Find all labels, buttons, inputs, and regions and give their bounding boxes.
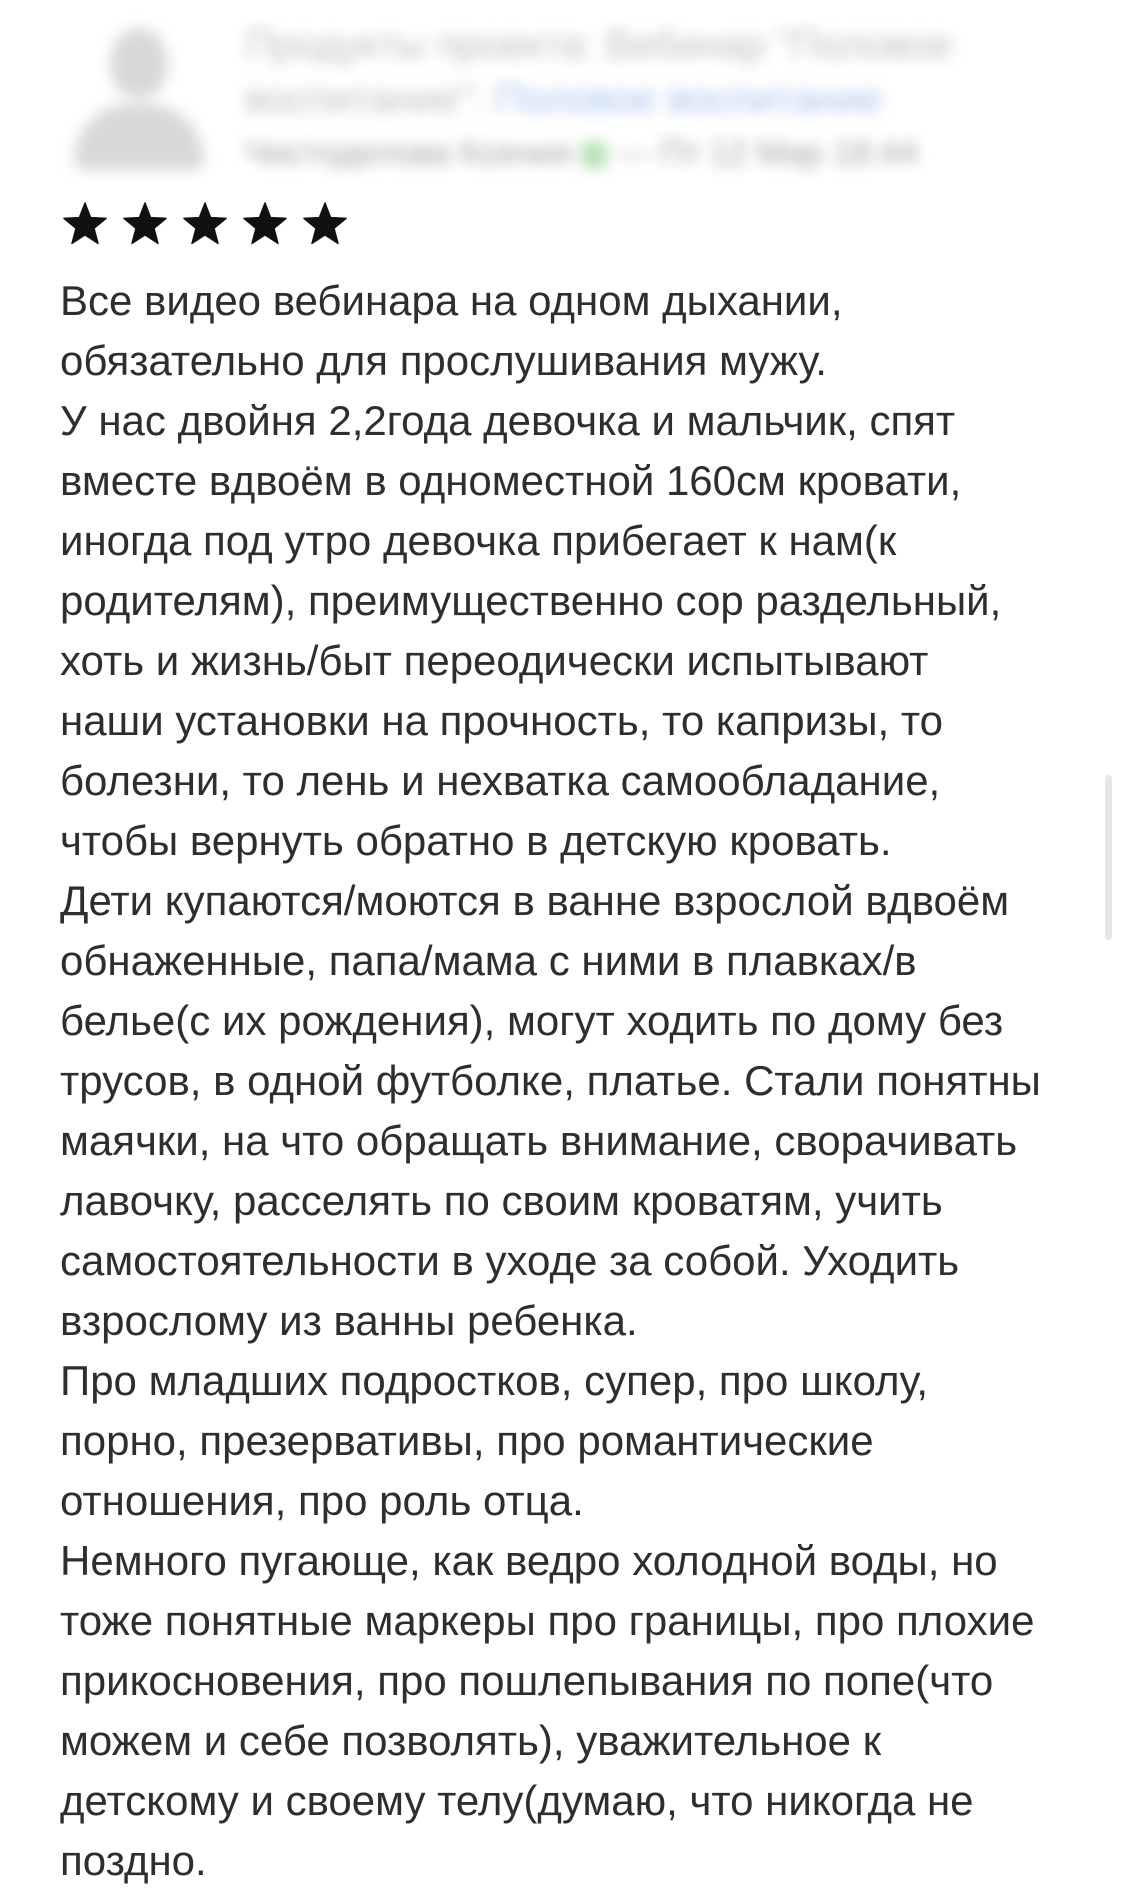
review-text-line: лавочку, расселять по своим кроватям, учить [60, 1177, 943, 1224]
review-text-line: трусов, в одной футболке, платье. Стали понятны [60, 1057, 1041, 1104]
review-text-line: обязательно для прослушивания мужу. [60, 337, 827, 384]
author-name[interactable]: Чистоделова Ксения [245, 134, 572, 172]
scrollbar[interactable] [1105, 775, 1112, 940]
review-meta [245, 126, 1025, 180]
review-text-line: взрослому из ванны ребенка. [60, 1297, 638, 1344]
review-text-line: наши установки на прочность, то капризы, то [60, 697, 943, 744]
review-text-line: Дети купаются/моются в ванне взрослой вдвоём [60, 877, 1010, 924]
review-text-line: самостоятельности в уходе за собой. Уходить [60, 1237, 960, 1284]
review-text-line: отношения, про роль отца. [60, 1477, 584, 1524]
rating-stars [62, 201, 348, 251]
avatar[interactable] [68, 24, 208, 174]
star-icon [62, 201, 108, 247]
review-text-line: родителям), преимущественно сор раздельный, [60, 577, 1002, 624]
review-text-line: болезни, то лень и нехватка самообладание, [60, 757, 941, 804]
product-title-line2: воспитание": [245, 77, 485, 121]
star-icon [122, 201, 168, 247]
review-text-line: порно, презервативы, про романтические [60, 1417, 874, 1464]
review-text-line: детскому и своему телу(думаю, что никогда не [60, 1777, 974, 1824]
review-header-blurred [60, 18, 1020, 188]
review-text [60, 271, 1060, 1891]
review-text-line: Немного пугающе, как ведро холодной воды, но [60, 1537, 998, 1584]
review-text-line: чтобы вернуть обратно в детскую кровать. [60, 817, 892, 864]
review-text-line: маячки, на что обращать внимание, сворачивать [60, 1117, 1018, 1164]
star-icon [302, 201, 348, 247]
review-text-line: Про младших подростков, супер, про школу, [60, 1357, 929, 1404]
product-link[interactable]: Половое воспитание [495, 77, 882, 121]
star-icon [242, 201, 288, 247]
review-text-line: вместе вдвоём в одноместной 160см кровати, [60, 457, 962, 504]
product-title: Продукты проекта: Вебинар "Половое [245, 23, 953, 67]
review-text-line: Все видео вебинара на одном дыхании, [60, 277, 843, 324]
review-text-line: прикосновения, про пошлепывания по попе(что [60, 1657, 994, 1704]
review-text-line: можем и себе позволять), уважительное к [60, 1717, 882, 1764]
avatar-body-shape [74, 104, 204, 170]
review-text-line: поздно. [60, 1837, 207, 1884]
review-text-line: У нас двойня 2,2года девочка и мальчик, спят [60, 397, 956, 444]
review-header-text [245, 18, 1025, 180]
review-date: — Пт 12 Мар 18:44 [616, 134, 918, 172]
review-text-line: хоть и жизнь/быт переодически испытывают [60, 637, 929, 684]
review-text-line: иногда под утро девочка прибегает к нам(к [60, 517, 897, 564]
star-icon [182, 201, 228, 247]
verified-icon [581, 142, 607, 168]
review-text-line: обнаженные, папа/мама с ними в плавках/в [60, 937, 917, 984]
review-text-line: тоже понятные маркеры про границы, про плохие [60, 1597, 1035, 1644]
avatar-head-shape [110, 28, 168, 98]
review-text-line: белье(с их рождения), могут ходить по дому без [60, 997, 1004, 1044]
